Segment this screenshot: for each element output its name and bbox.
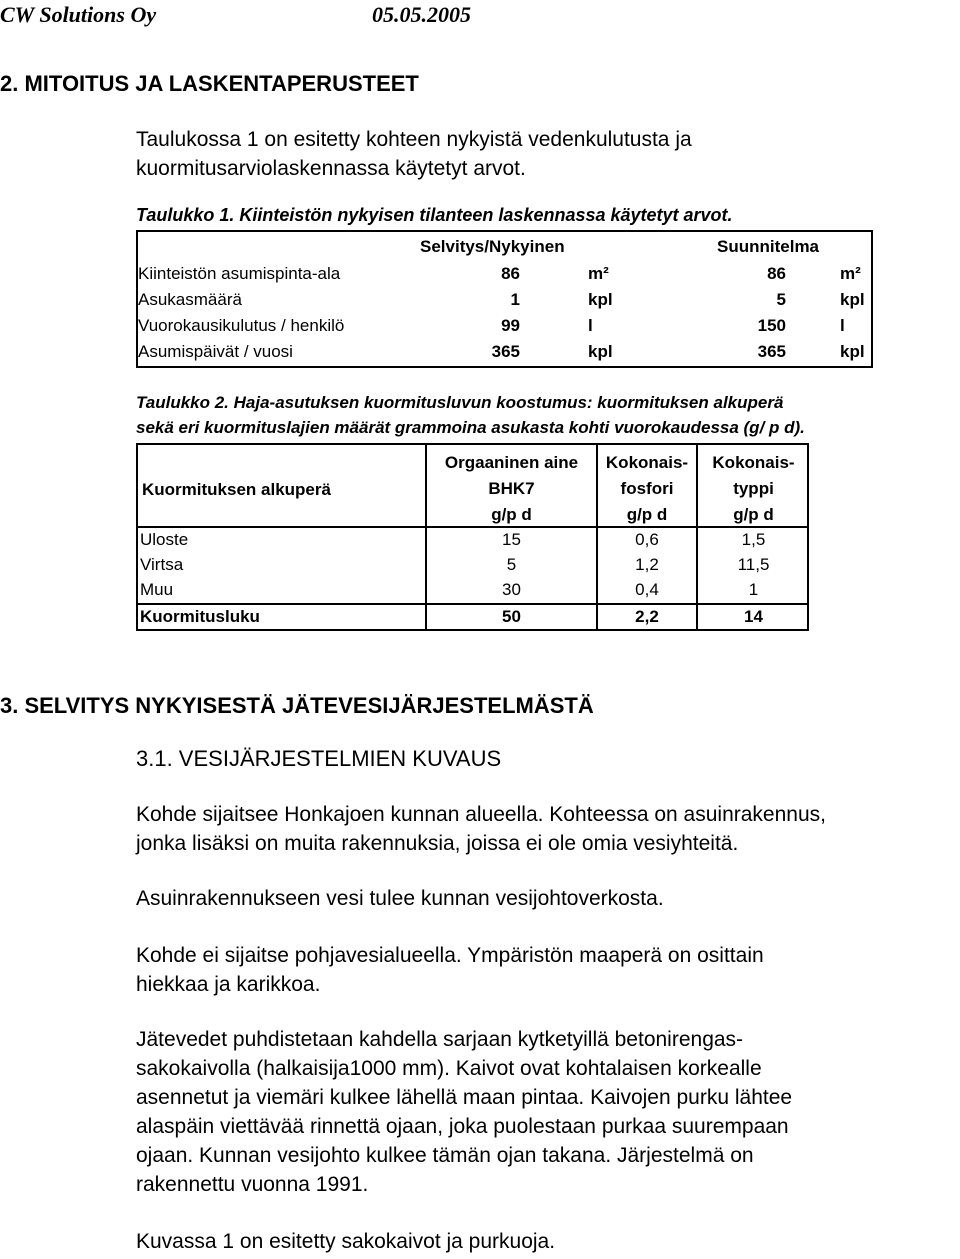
section-3-1-heading: 3.1. VESIJÄRJESTELMIEN KUVAUS — [136, 746, 502, 771]
nitrogen-header-line-1: Kokonais- — [712, 453, 795, 472]
phosphorus-value: 0,4 — [635, 580, 659, 599]
row-label: Virtsa — [140, 555, 184, 574]
current-unit: kpl — [588, 290, 613, 309]
paragraph-line: asennetut ja viemäri kulkee lähellä maan pintaa. Kaivojen purku lähtee — [136, 1086, 793, 1109]
intro-line-1: Taulukossa 1 on esitetty kohteen nykyistä vedenkulutusta ja — [136, 128, 692, 151]
phosphorus-header-line-1: Kokonais- — [605, 453, 689, 472]
section-3-heading: 3. SELVITYS NYKYISESTÄ JÄTEVESIJÄRJESTELMÄSTÄ — [0, 693, 594, 718]
plan-unit: l — [840, 316, 845, 335]
row-label: Kiinteistön asumispinta-ala — [138, 264, 341, 283]
plan-value: 86 — [767, 264, 786, 283]
origin-header: Kuormituksen alkuperä — [142, 480, 331, 499]
row-label: Muu — [140, 580, 174, 599]
organic-value: 15 — [502, 530, 521, 549]
plan-value: 150 — [757, 316, 786, 335]
table-2-caption-line-2: sekä eri kuormituslajien määrät grammoina asukasta kohti vuorokaudessa (g/ p d). — [136, 418, 805, 437]
current-value: 99 — [501, 316, 520, 335]
paragraph-line: jonka lisäksi on muita rakennuksia, joissa ei ole omia vesiyhteitä. — [136, 832, 739, 855]
paragraph-line: rakennettu vuonna 1991. — [136, 1173, 369, 1196]
phosphorus-header-unit: g/p d — [626, 505, 668, 524]
row-label: Vuorokausikulutus / henkilö — [138, 316, 345, 335]
organic-value: 30 — [502, 580, 521, 599]
plan-unit: kpl — [840, 290, 865, 309]
organic-value: 5 — [506, 555, 517, 574]
nitrogen-header-unit: g/p d — [733, 505, 774, 524]
organic-total: 50 — [502, 607, 521, 626]
paragraph-line: Kohde ei sijaitse pohjavesialueella. Ympäristön maaperä on osittain — [136, 944, 764, 967]
paragraph-line: Kuvassa 1 on esitetty sakokaivot ja purkuoja. — [136, 1230, 556, 1253]
plan-value: 5 — [776, 290, 786, 309]
company-name: CW Solutions Oy — [0, 2, 157, 27]
nitrogen-value: 1,5 — [741, 530, 766, 549]
paragraph-line: ojaan. Kunnan vesijohto kulkee tämän ojan takana. Järjestelmä on — [136, 1144, 754, 1167]
current-unit: m² — [588, 264, 609, 283]
current-value: 365 — [491, 342, 520, 361]
current-value: 1 — [510, 290, 520, 309]
organic-header-unit: g/p d — [491, 505, 532, 524]
table-1-header-plan: Suunnitelma — [717, 237, 820, 256]
paragraph-line: alaspäin viettävää rinnettä ojaan, joka puolestaan purkaa suurempaan — [136, 1115, 789, 1138]
table-1-header-current: Selvitys/Nykyinen — [420, 237, 565, 256]
phosphorus-header-line-2: fosfori — [620, 479, 674, 498]
nitrogen-total: 14 — [744, 607, 763, 626]
phosphorus-value: 0,6 — [635, 530, 659, 549]
paragraph-line: Kohde sijaitsee Honkajoen kunnan alueella. Kohteessa on asuinrakennus, — [136, 803, 826, 826]
plan-unit: m² — [840, 264, 861, 283]
phosphorus-total: 2,2 — [635, 607, 659, 626]
current-unit: kpl — [588, 342, 613, 361]
total-label: Kuormitusluku — [140, 607, 260, 626]
table-2-caption-line-1: Taulukko 2. Haja-asutuksen kuormitusluvun koostumus: kuormituksen alkuperä — [136, 393, 784, 412]
table-1-caption: Taulukko 1. Kiinteistön nykyisen tilanteen laskennassa käytetyt arvot. — [136, 205, 733, 225]
nitrogen-value: 11,5 — [737, 555, 770, 574]
paragraph-line: Jätevedet puhdistetaan kahdella sarjaan kytketyillä betonirengas- — [136, 1028, 744, 1051]
document-date: 05.05.2005 — [372, 2, 471, 27]
organic-header-line-1: Orgaaninen aine — [444, 453, 579, 472]
organic-header-line-2: BHK7 — [488, 479, 535, 498]
intro-line-2: kuormitusarviolaskennassa käytetyt arvot. — [136, 157, 526, 180]
phosphorus-value: 1,2 — [635, 555, 659, 574]
paragraph-line: hiekkaa ja karikkoa. — [136, 973, 321, 996]
paragraph-line: sakokaivolla (halkaisija1000 mm). Kaivot ovat kohtalaisen korkealle — [136, 1057, 762, 1080]
nitrogen-value: 1 — [748, 580, 759, 599]
nitrogen-header-line-2: typpi — [733, 479, 774, 498]
row-label: Asumispäivät / vuosi — [138, 342, 293, 361]
plan-value: 365 — [757, 342, 786, 361]
row-label: Uloste — [140, 530, 189, 549]
current-value: 86 — [501, 264, 520, 283]
section-2-heading: 2. MITOITUS JA LASKENTAPERUSTEET — [0, 71, 419, 96]
row-label: Asukasmäärä — [138, 290, 242, 309]
paragraph-line: Asuinrakennukseen vesi tulee kunnan vesijohtoverkosta. — [136, 887, 664, 910]
plan-unit: kpl — [840, 342, 865, 361]
current-unit: l — [588, 316, 593, 335]
